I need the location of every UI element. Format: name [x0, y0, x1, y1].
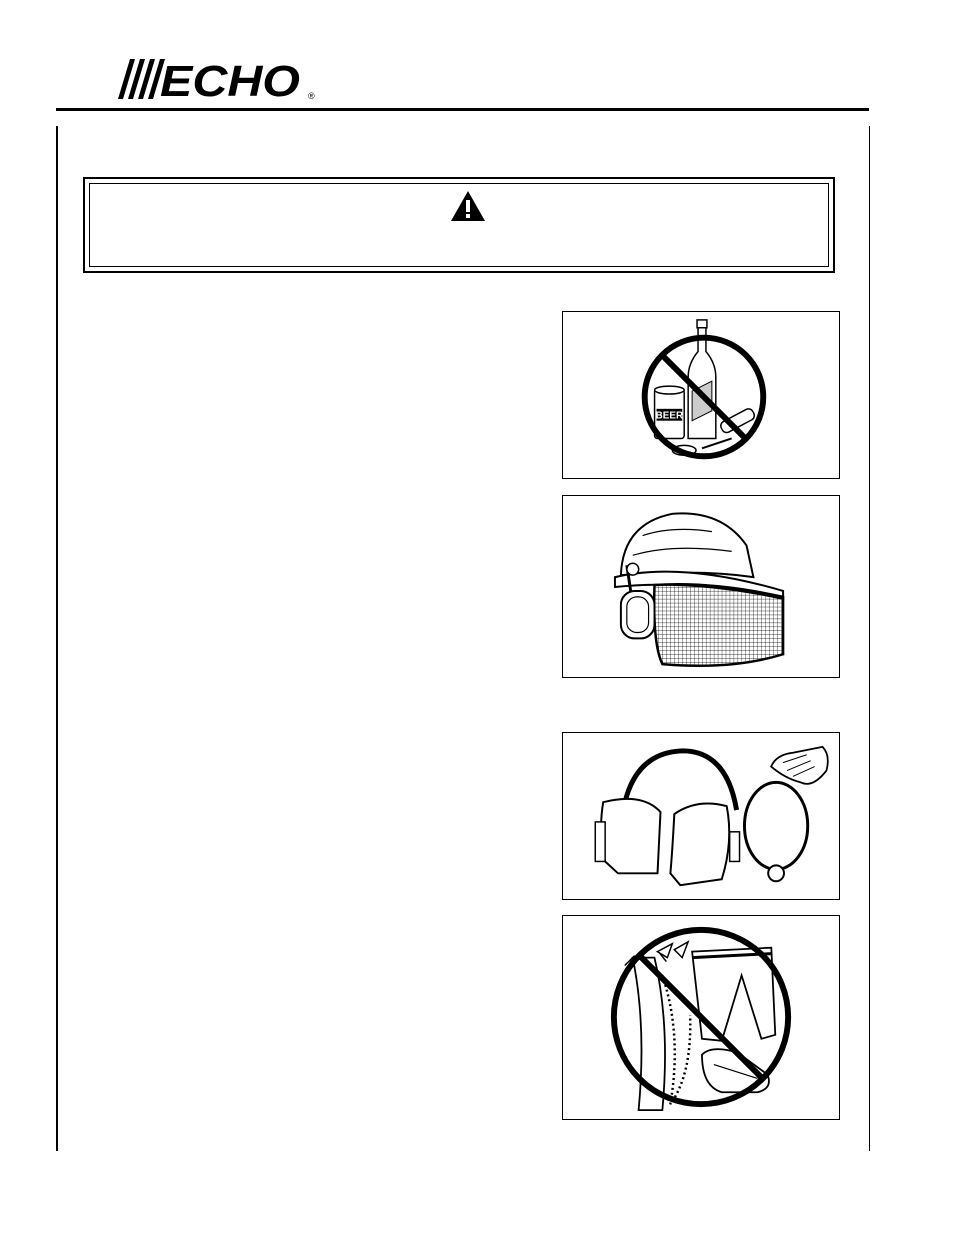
warning-triangle-icon [450, 190, 486, 222]
can-label: BEER [655, 410, 684, 422]
left-margin-rule [56, 126, 58, 1151]
no-loose-clothing-icon [563, 916, 839, 1119]
header-rule [56, 108, 869, 111]
warning-box [83, 177, 835, 273]
figure-no-loose-clothing [562, 915, 840, 1120]
right-margin-rule [869, 126, 870, 1151]
echo-logo [108, 55, 323, 101]
warning-box-inner [89, 183, 829, 267]
helmet-face-shield-icon [563, 496, 839, 677]
figure-ppe [562, 732, 840, 900]
echo-logo-mark [108, 55, 323, 101]
figure-no-alcohol [562, 311, 840, 479]
hearing-protection-gloves-icon [563, 733, 839, 899]
brand-name: ECHO [160, 57, 300, 101]
registered-mark: ® [308, 91, 315, 101]
no-alcohol-drugs-icon [563, 312, 839, 478]
figure-helmet [562, 495, 840, 678]
